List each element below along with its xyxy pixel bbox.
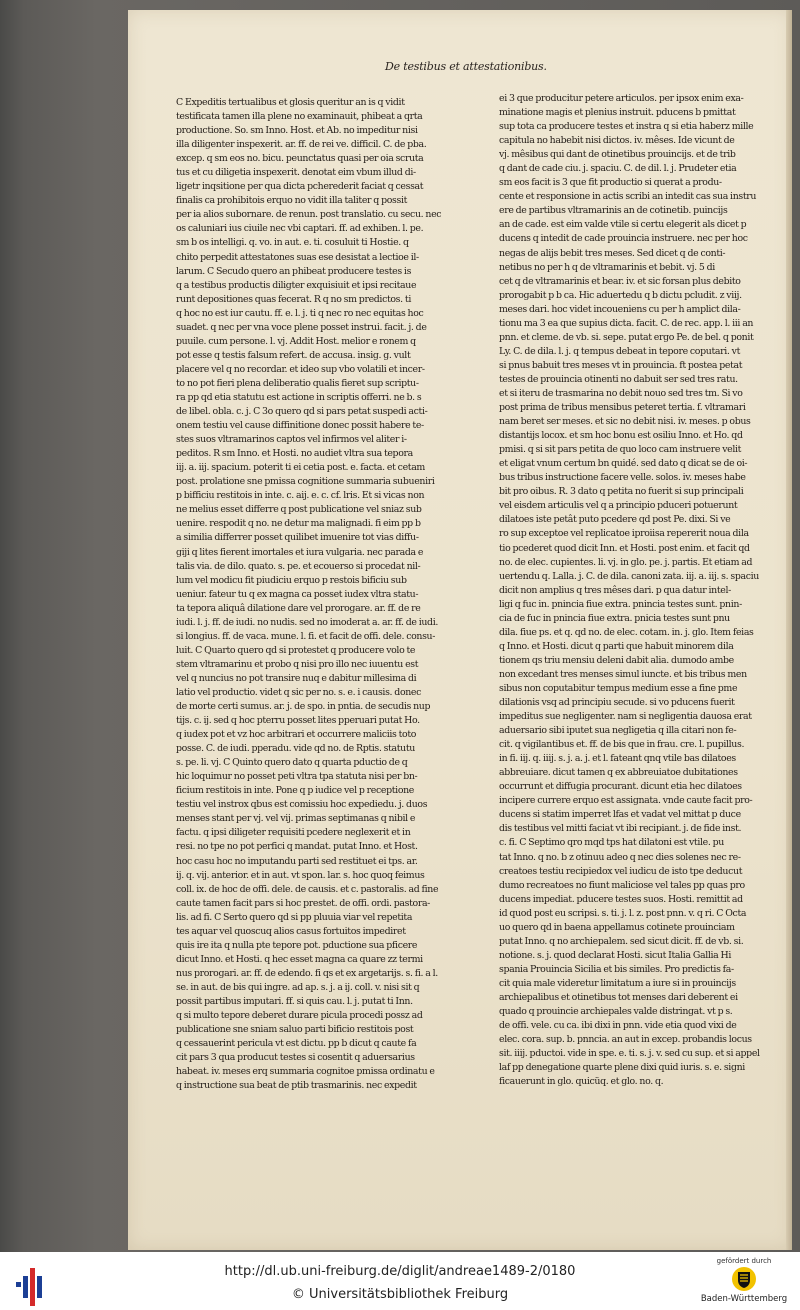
text-line: cente et responsione in actis scribi an intedit cas sua instru — [499, 191, 757, 203]
text-line: dis testibus vel mitti faciat vt ibi recipiant. j. de fide inst. — [499, 823, 742, 835]
copyright-notice: © Universitätsbibliothek Freiburg — [291, 1287, 509, 1302]
text-line: C Expeditis tertualibus et glosis queritur an is q vidit — [176, 97, 405, 108]
text-line: negas de alijs bebit tres meses. Sed dicet q de conti- — [499, 247, 726, 259]
text-line: no. de elec. cupientes. li. vj. in glo. pe. j. partis. Et etiam ad — [499, 556, 753, 568]
text-line: prorogabit p b ca. Hic aduertedu q b dictu pcludit. z viij. — [499, 289, 742, 301]
text-line: larum. C Secudo quero an phibeat producere testes is — [176, 265, 412, 277]
text-line: q cessauerint pericula vt est dictu. pp b dicut q caute fa — [176, 1038, 417, 1050]
text-line: stes suos vltramarinos captos vel infirmos vel aliter i- — [176, 434, 407, 446]
text-line: excep. q sm eos no. bicu. peunctatus quasi per oia scruta — [176, 153, 424, 165]
text-line: id quod post eu scripsi. s. ti. j. l. z. post pnn. v. q ri. C Octa — [499, 907, 747, 919]
text-line: coll. ix. de hoc de offi. dele. de causis. et c. pastoralis. ad fine — [176, 883, 439, 895]
text-line: factu. q ipsi diligeter requisiti pcedere neglexerit et in — [176, 827, 411, 839]
text-line: ducens impediat. pducere testes suos. Hosti. remittit ad — [499, 893, 743, 905]
sponsor-caption: gefördert durch — [716, 1257, 772, 1265]
text-line: dumo recreatoes no fiunt maliciose vel tales pp quas pro — [499, 879, 745, 891]
text-line: menses stant per vj. vel vij. primas septimanas q nibil e — [176, 813, 416, 825]
text-line: sit. iiij. pductoi. vide in spe. e. ti. s. j. v. sed cu sup. et si appel — [499, 1048, 760, 1060]
text-line: nus prorogari. ar. ff. de edendo. fi qs et ex argetarijs. s. fi. a l. — [176, 967, 438, 979]
text-line: os caluniari ius ciuile nec vbi captari. ff. ad exhiben. l. pe. — [176, 223, 424, 235]
text-line: occurrunt et diffugia procurant. dicunt etia hec dilatoes — [499, 781, 742, 793]
text-line: talis via. de dilo. quato. s. pe. et ecouerso si procedat nil- — [176, 560, 421, 572]
text-line: cet q de vltramarinis et bear. iv. et sic forsan plus debito — [499, 275, 741, 287]
text-line: ueniur. fateur tu q ex magna ca posset iudex vltra statu- — [176, 588, 419, 600]
text-line: q Inno. et Hosti. dicut q parti que habuit minorem dila — [499, 640, 734, 652]
text-line: tes aquar vel quoscuq alios casus fortuitos impediret — [176, 925, 406, 937]
text-line: ta tepora aliquâ dilatione dare vel prorogare. ar. ff. de re — [176, 602, 421, 614]
text-line: tionem qs triu mensiu deleni dabit alia. dumodo ambe — [499, 654, 734, 666]
text-line: distantijs locox. et sm hoc bonu est osiliu Inno. et Ho. qd — [499, 430, 743, 442]
text-line: c. fi. C Septimo qro mqd tps hat dilatoni est vtile. pu — [499, 837, 724, 849]
text-line: placere vel q no recordar. et ideo sup vbo volatili et incer- — [176, 363, 425, 375]
text-line: creatoes testiu recipiedox vel iudicu de isto tpe deducut — [499, 865, 743, 877]
text-line: a similia differrer posset quilibet imuenire tot vias diffu- — [176, 532, 419, 544]
text-line: ei 3 que producitur petere articulos. per ipsox enim exa- — [499, 93, 744, 104]
text-line: testificata tamen illa plene no examinauit, phibeat a qrta — [176, 111, 423, 123]
text-line: elec. cora. sup. b. pnncia. an aut in excep. probandis locus — [499, 1034, 752, 1046]
permalink-url[interactable]: http://dl.ub.uni-freiburg.de/diglit/andreae1489-2/0180 — [224, 1264, 576, 1279]
text-line: habeat. iv. meses erq summaria cognitoe pmissa ordinatu e — [176, 1066, 435, 1078]
text-line: cit pars 3 qua producut testes si cosentit q aduersarius — [176, 1052, 415, 1064]
text-line: suadet. q nec per vna voce plene posset instrui. facit. j. de — [176, 321, 427, 333]
text-line: ducens si statim imperret lfas et vadat vel mittat p duce — [499, 809, 741, 821]
text-line: luit. C Quarto quero qd si protestet q producere volo te — [176, 644, 416, 656]
text-line: netibus no per h q de vltramarinis et bebit. vj. 5 di — [499, 261, 715, 273]
running-head: De testibus et attestationibus. — [385, 60, 547, 73]
text-line: incipere currere erquo est assignata. vnde caute facit pro- — [499, 795, 753, 807]
text-line: archiepalibus et otinetibus tot menses dari deberent ei — [499, 992, 738, 1003]
text-line: s. pe. li. vj. C Quinto quero dato q quarta pductio de q — [176, 757, 408, 769]
text-line: tus et cu diligetia inspexerit. denotat eim vbum illud di- — [176, 167, 416, 179]
text-line: sm eos facit is 3 que fit productio si querat a produ- — [499, 177, 722, 189]
text-line: peditos. R sm Inno. et Hosti. no audiet vltra sua tepora — [176, 448, 413, 460]
baden-wuerttemberg-crest-icon — [731, 1266, 757, 1292]
text-line: bus tribus instructione facere velle. solos. iv. meses habe — [499, 472, 746, 484]
text-line: resi. no tpe no pot perfici q mandat. putat Inno. et Host. — [176, 841, 418, 853]
text-line: hic loquimur no posset peti vltra tpa statuta nisi per bn- — [176, 771, 418, 783]
text-line: minatione magis et plenius instruit. pducens b pmittat — [499, 107, 736, 119]
text-line: q instructione sua beat de ptib trasmarinis. nec expedit — [176, 1080, 417, 1092]
text-line: tijs. c. ij. sed q hoc pterru posset lites pperuari putat Ho. — [176, 715, 420, 727]
text-line: de morte certi sumus. ar. j. de spo. in pntia. de secudis nup — [176, 701, 431, 713]
text-line: tat Inno. q no. b z otinuu adeo q nec dies solenes nec re- — [499, 851, 741, 863]
text-line: sm b os intelligi. q. vo. in aut. e. ti. cosuluit ti Hostie. q — [176, 237, 409, 249]
text-line: p bifficiu restitois in inte. c. aij. e. c. cf. lris. Et si vicas non — [176, 490, 425, 502]
text-line: q dant de cade ciu. j. spaciu. C. de dil. l. j. Prudeter etia — [499, 163, 737, 175]
text-line: tionu ma 3 ea que supius dicta. facit. C. de rec. app. l. iii an — [499, 317, 754, 329]
text-line: lum vel modicu fit piudiciu erquo p restois bificiu sub — [176, 574, 407, 586]
text-line: Ly. C. de dila. l. j. q tempus debeat in tepore coputari. vt — [499, 345, 741, 357]
text-line: posse. C. de iudi. pperadu. vide qd no. de Rptis. statutu — [176, 743, 415, 755]
text-line: onem testiu vel cause diffinitione donec possit habere te- — [176, 420, 424, 432]
text-line: in fi. iij. q. iiij. s. j. a. j. et l. fateant qnq vtile bas dilatoes — [499, 753, 736, 765]
text-line: productione. So. sm Inno. Host. et Ab. no impeditur nisi — [176, 125, 418, 137]
text-line: aduersario sibi iputet sua negligetia q illa citari non fe- — [499, 725, 737, 737]
text-line: meses dari. hoc videt incoueniens cu per h amplict dila- — [499, 303, 741, 315]
text-line: post. prolatione sne pmissa cognitione summaria subueniri — [176, 476, 435, 488]
text-line: q si multo tepore deberet durare picula procedi possz ad — [176, 1010, 423, 1022]
text-line: puuile. cum persone. l. vj. Addit Host. melior e ronem q — [176, 335, 416, 347]
text-line: dilationis vsq ad principiu secude. si vo pducens fuerit — [499, 697, 735, 709]
text-line: dicit non amplius q tres mêses dari. p qua datur intel- — [499, 584, 731, 596]
text-line: runt depositiones quas fecerat. R q no sm predictos. ti — [176, 293, 411, 305]
text-line: iudi. l. j. ff. de iudi. no nudis. sed no imoderat a. ar. ff. de iudi. — [176, 616, 438, 628]
text-line: notione. s. j. quod declarat Hosti. sicut Italia Gallia Hi — [499, 949, 731, 961]
text-line: cit. q vigilantibus et. ff. de bis que in frau. cre. l. pupillus. — [499, 739, 745, 751]
sponsor-name: Baden-Württemberg — [700, 1294, 788, 1304]
text-line: et eligat vnum certum bn quidé. sed dato q dicat se de oi- — [499, 458, 748, 470]
text-line: pmisi. q si sit pars petita de quo loco cam instruere velit — [499, 444, 742, 456]
text-line: quis ire ita q nulla pte tepore pot. pductione sua pficere — [176, 939, 418, 951]
text-line: de libel. obla. c. j. C 3o quero qd si pars petat suspedi acti- — [176, 406, 428, 418]
text-line: de offi. vele. cu ca. ibi dixi in pnn. vide etia quod vixi de — [499, 1020, 737, 1032]
text-line: putat Inno. q no archiepalem. sed sicut dicit. ff. de vb. si. — [499, 935, 744, 947]
text-line: et si iteru de trasmarina no debit nouo sed tres tm. Si vo — [499, 387, 743, 399]
text-line: ligi q fuc in. pnincia fiue extra. pnincia testes sunt. pnin- — [499, 598, 742, 610]
text-line: iij. a. iij. spacium. poterit ti ei cetia post. e. facta. et cetam — [176, 462, 425, 474]
text-line: illa diligenter inspexerit. ar. ff. de rei ve. difficil. C. de pba. — [176, 139, 427, 151]
text-line: cia de fuc in pnincia fiue extra. pnicia testes sunt pnu — [499, 612, 730, 624]
text-line: ij. q. vij. anterior. et in aut. vt spon. lar. s. hoc quoq feimus — [176, 869, 425, 881]
text-line: vel eisdem articulis vel q a principio pduceri potuerunt — [499, 500, 738, 512]
text-line: post prima de tribus mensibus peteret tertia. f. vltramari — [499, 402, 746, 414]
text-line: ne melius esset differre q post publicatione vel sniaz sub — [176, 504, 422, 516]
text-line: non excedant tres menses simul iuncte. et bis tribus men — [499, 668, 747, 680]
text-line: publicatione sne sniam saluo parti bificio restitois post — [176, 1024, 414, 1036]
text-line: laf pp denegatione quarte plene dixi quid iuris. s. e. signi — [499, 1062, 745, 1074]
text-line: ra pp qd etia statutu est actione in scriptis offerri. ne b. s — [176, 391, 422, 403]
text-line: vel q nuncius no pot transire nuq e dabitur millesima di — [176, 672, 417, 684]
text-line: bit pro oibus. R. 3 dato q petita no fuerit si sup principali — [499, 486, 744, 498]
text-line: q hoc no est iur cautu. ff. e. l. j. ti q nec ro nec equitas hoc — [176, 307, 424, 319]
text-line: dila. fiue ps. et q. qd no. de elec. cotam. in. j. glo. Item feias — [499, 626, 754, 638]
text-line: per ia alios subornare. de renun. post translatio. cu secu. nec — [176, 209, 442, 221]
text-line: uenire. respodit q no. ne detur ma malignadi. fi eim pp b — [176, 518, 421, 530]
text-line: cit quia male videretur limitatum a iure si in prouincijs — [499, 977, 736, 989]
text-line: stem vltramarinu et probo q nisi pro illo nec iuuentu est — [176, 658, 419, 670]
text-line: ficauerunt in glo. quicüq. et glo. no. q. — [499, 1076, 664, 1088]
text-line: ere de partibus vltramarinis an de cotinetib. puincijs — [499, 205, 728, 217]
text-line: ducens q intedit de cade prouincia instruere. nec per hoc — [499, 233, 748, 245]
text-line: an de cade. est eim valde vtile si certu elegerit als dicet p — [499, 219, 747, 231]
text-line: lis. ad fi. C Serto quero qd si pp pluuia viar vel repetita — [176, 911, 413, 923]
text-line: caute tamen facit pars si hoc prestet. de offi. ordi. pastora- — [176, 897, 431, 909]
text-line: nam beret ser meses. et sic no debit nisi. iv. meses. p obus — [499, 416, 751, 428]
text-line: ficium restitois in inte. Pone q p iudice vel p receptione — [176, 785, 415, 797]
text-line: spania Prouincia Sicilia et bis similes. Pro predictis fa- — [499, 963, 734, 975]
text-line: latio vel productio. videt q sic per no. s. e. i causis. donec — [176, 686, 422, 698]
text-line: ro sup exceptoe vel replicatoe iproiisa repererit noua dila — [499, 528, 749, 540]
text-line: testiu vel instrox qbus est comissiu hoc expediedu. j. duos — [176, 799, 428, 811]
text-line: giji q lites fierent imortales et iura vulgaria. nec parada e — [176, 546, 424, 558]
text-line: hoc casu hoc no imputandu parti sed restituet ei tps. ar. — [176, 855, 418, 867]
text-line: si pnus babuit tres meses vt in prouincia. ft postea petat — [499, 359, 743, 371]
text-line: sup tota ca producere testes et instra q si etia haberz mille — [499, 121, 754, 133]
page-edge — [786, 10, 792, 1250]
text-line: q a testibus productis diligter exquisiuit et ipsi recitaue — [176, 279, 417, 291]
text-line: pot esse q testis falsum refert. de accusa. insig. g. vult — [176, 349, 411, 361]
text-line: impeditus sue negligenter. nam si negligentia dauosa erat — [499, 711, 752, 723]
text-line: quado q prouincie archiepales valde distringat. vt p s. — [499, 1006, 733, 1018]
text-column-left — [176, 96, 466, 1093]
text-line: chito perpedit attestatones suas ese desistat a lectioe il- — [176, 251, 419, 263]
text-column-right — [499, 92, 771, 1089]
sponsor-badge[interactable] — [696, 1257, 792, 1304]
text-line: sibus non coputabitur tempus medium esse a fine pme — [499, 682, 738, 694]
text-line: uertendu q. Lalla. j. C. de dila. canoni zata. iij. a. iij. s. spaciu — [499, 570, 759, 582]
footer-bar — [0, 1252, 800, 1310]
text-line: capitula no habebit nisi dictos. iv. mêses. Ide vicunt de — [499, 135, 735, 147]
text-line: testes de prouincia otinenti no dabuit ser sed tres ratu. — [499, 373, 738, 385]
text-line: tio pcederet quod dicit Inn. et Hosti. post enim. et facit qd — [499, 542, 750, 554]
text-line: dicut Inno. et Hosti. q hec esset magna ca quare zz termi — [176, 953, 423, 965]
text-line: finalis ca prohibitois erquo no vidit illa taliter q possit — [176, 195, 408, 207]
text-line: q iudex pot et vz hoc arbitrari et occurrere maliciis toto — [176, 729, 417, 741]
text-line: ligetr inqsitione per qua dicta pcherederit faciat q cessat — [176, 181, 424, 193]
text-line: vj. mêsibus qui dant de otinetibus prouincijs. et de trib — [499, 149, 736, 161]
text-line: possit partibus imputari. ff. si quis cau. l. j. putat ti Inn. — [176, 996, 413, 1007]
text-line: abbreuiare. dicut tamen q ex abbreuiatoe dubitationes — [499, 767, 738, 779]
text-line: uo quero qd in baena appellamus cotinete prouinciam — [499, 921, 735, 933]
text-line: to no pot fieri plena deliberatio qualis fieret sup scriptu- — [176, 377, 419, 389]
text-line: si longius. ff. de vaca. mune. l. fi. et facit de offi. dele. consu- — [176, 630, 436, 642]
text-line: pnn. et cleme. de vb. si. sepe. putat ergo Pe. de bel. q ponit — [499, 331, 754, 343]
text-line: se. in aut. de bis qui ingre. ad ap. s. j. a ij. coll. v. nisi sit q — [176, 981, 420, 993]
text-line: dilatoes iste petât puto pcedere qd post Pe. dixi. Si ve — [499, 514, 731, 526]
